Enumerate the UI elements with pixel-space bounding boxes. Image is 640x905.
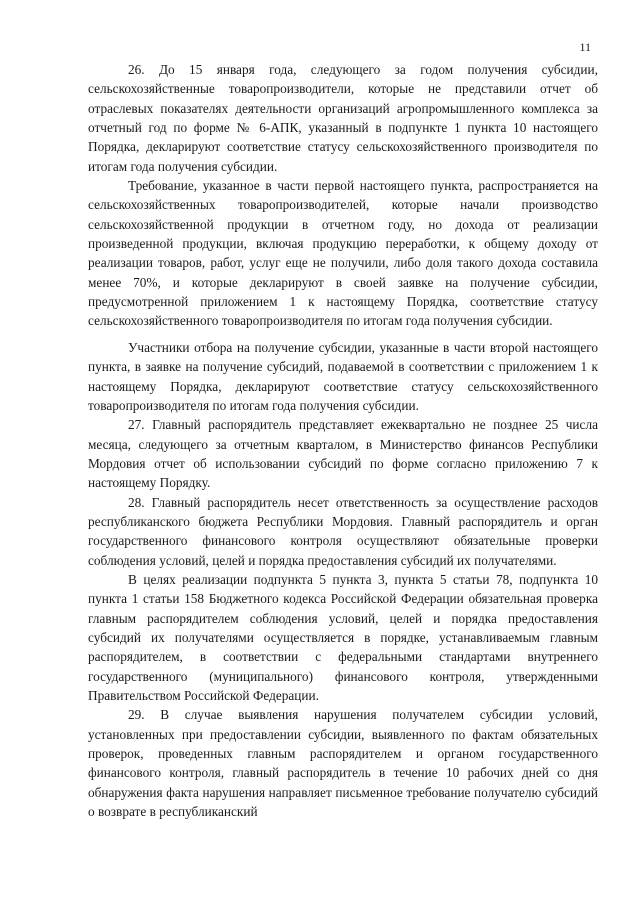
- paragraph-29: 29. В случае выявления нарушения получателем субсидии условий, установленных при предоставлении субсидии, выявленного по фактам обязательных проверок, проведенных главным распорядителем и органом государственного финансового контроля, главный распорядитель в течение 10 рабочих дней со дня обнаружения факта нарушения направляет письменное требование получателю субсидий о возврате в республиканский: [88, 707, 598, 820]
- paragraph-26-part-2: Требование, указанное в части первой настоящего пункта, распространяется на сельскохозяйственных товаропроизводителей, которые начали производство сельскохозяйственной продукции в отчетном году, но дохода от реализации произведенной продукции, включая продукцию переработки, к общему доходу от реализации товаров, работ, услуг еще не получили, либо доля такого дохода составила менее 70%, и которые декларируют в своей заявке на получение субсидии, предусмотренной приложением 1 к настоящему Порядка, соответствие статусу сельскохозяйственного товаропроизводителя по итогам года получения субсидии.: [88, 178, 598, 329]
- paragraph-28-part-2: В целях реализации подпункта 5 пункта 3, пункта 5 статьи 78, подпункта 10 пункта 1 статьи 158 Бюджетного кодекса Российской Федерации обязательная проверка главным распорядителем соблюдения условий, целей и порядка предоставления субсидий их получателями осуществляется в порядке, устанавливаемым главным распорядителем, в соответствии с федеральными стандартами внутреннего государственного (муниципального) финансового контроля, утвержденными Правительством Российской Федерации.: [88, 571, 598, 703]
- document-body: [88, 60, 598, 821]
- paragraph-26: 26. До 15 января года, следующего за годом получения субсидии, сельскохозяйственные товаропроизводители, которые не представили отчет об отраслевых показателях деятельности организаций агропромышленного комплекса за отчетный год по форме № 6-АПК, указанный в подпункте 1 пункта 10 настоящего Порядка, декларируют соответствие статусу сельскохозяйственного производителя по итогам года получения субсидии.: [88, 62, 598, 174]
- paragraph-27: 27. Главный распорядитель представляет ежеквартально не позднее 25 числа месяца, следующего за отчетным кварталом, в Министерство финансов Республики Мордовия отчет об использовании субсидий по форме согласно приложению 7 к настоящему Порядку.: [88, 417, 598, 491]
- paragraph-26-part-3: Участники отбора на получение субсидии, указанные в части второй настоящего пункта, в заявке на получение субсидий, подаваемой в соответствии с приложением 1 к настоящему Порядка, декларируют соответствие статусу сельскохозяйственного товаропроизводителя по итогам года получения субсидии.: [88, 339, 598, 413]
- page-number: 11: [579, 40, 591, 54]
- paragraph-28: 28. Главный распорядитель несет ответственность за осуществление расходов республиканского бюджета Республики Мордовия. Главный распорядитель и орган государственного финансового контроля осуществляют обязательные проверки соблюдения условий, целей и порядка предоставления субсидий их получателями.: [88, 494, 598, 568]
